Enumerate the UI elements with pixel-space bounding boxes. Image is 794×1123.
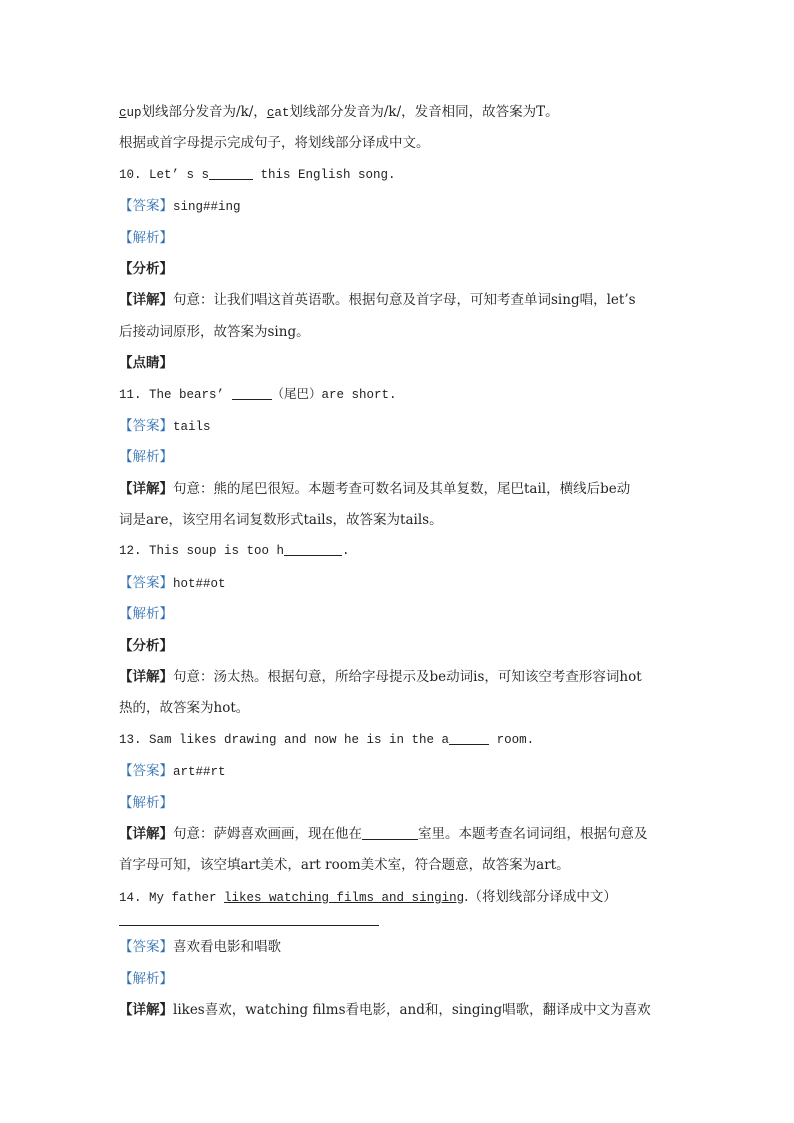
analysis-tag: 【分析】 [119,637,173,654]
analysis-tag: 【分析】 [119,260,173,277]
question-13 [119,725,679,756]
answer-blank [284,541,342,556]
explanation-tag: 【解析】 [119,229,173,246]
underlined-letter: c [119,106,127,120]
answer-blank [362,825,418,840]
note-tag: 【点睛】 [119,355,173,372]
question-12 [119,536,679,567]
detail-tag: 【详解】 [119,1001,173,1018]
explanation-tag: 【解析】 [119,606,173,623]
document-page [119,97,679,1026]
question-text: 10. Let’ s s [119,167,210,182]
answer-tag: 【答案】 [119,198,173,215]
answer-tag: 【答案】 [119,939,173,956]
answer-tag: 【答案】 [119,763,173,780]
answer-value: hot##ot [173,576,226,591]
answer-line [119,756,679,787]
detail-text: 首字母可知，该空填art美术，art room美术室，符合题意，故答案为art。 [119,857,570,874]
detail-tag: 【详解】 [119,825,173,842]
question-14 [119,882,679,913]
detail-text: 句意：萨姆喜欢画画，现在他在 [173,825,362,842]
detail-text: 句意：熊的尾巴很短。本题考查可数名词及其单复数，尾巴tail，横线后be动 [173,480,631,497]
text-fragment: 划线部分发音为/k/， [141,104,267,120]
underlined-phrase: likes watching films and singing [224,890,465,905]
detail-text: 词是are，该空用名词复数形式tails，故答案为tails。 [119,512,443,529]
question-11 [119,380,679,411]
answer-value: sing##ing [173,200,241,215]
answer-value: 喜欢看电影和唱歌 [173,939,281,956]
detail-text: likes喜欢，watching films看电影，and和，singing唱歌，翻译成中文为喜欢 [173,1001,651,1018]
text-fragment: at [274,106,290,120]
question-text: this English song. [253,167,396,182]
section-instruction: 根据或首字母提示完成句子，将划线部分译成中文。 [119,135,430,152]
explanation-tag: 【解析】 [119,970,173,987]
answer-tag: 【答案】 [119,574,173,591]
question-text: 14. My father [119,890,225,905]
answer-value: tails [173,419,211,434]
explanation-tag: 【解析】 [119,794,173,811]
answer-line [119,191,679,222]
detail-text: 室里。本题考查名词词组，根据句意及 [418,825,648,842]
answer-rule [119,925,379,926]
detail-text: 句意：让我们唱这首英语歌。根据句意及首字母，可知考查单词sing唱，let’s [173,292,636,309]
detail-line [119,474,679,505]
answer-tag: 【答案】 [119,417,173,434]
answer-blank [449,730,489,745]
question-text: （尾巴）are short. [271,387,397,402]
detail-line [119,995,679,1026]
detail-line [119,819,679,850]
detail-text: 句意：汤太热。根据句意，所给字母提示及be动词is，可知该空考查形容词hot [173,669,642,686]
text-fragment: 划线部分发音为/k/，发音相同，故答案为T。 [289,104,559,120]
explanation-tag: 【解析】 [119,449,173,466]
answer-value: art##rt [173,765,226,780]
question-10 [119,160,679,191]
detail-text: 后接动词原形，故答案为sing。 [119,323,310,340]
answer-line [119,411,679,442]
text-fragment: up [126,106,142,120]
text-line [119,97,679,128]
question-text: room. [489,732,535,747]
detail-line [119,285,679,316]
underlined-letter: c [266,106,275,120]
answer-line [119,568,679,599]
detail-tag: 【详解】 [119,480,173,497]
question-text: 12. This soup is too h [119,544,285,559]
detail-tag: 【详解】 [119,669,173,686]
detail-line [119,662,679,693]
detail-text: 热的，故答案为hot。 [119,700,250,717]
question-text: 11. The bears’ [119,387,232,402]
answer-blank [209,165,253,180]
answer-blank [232,385,272,400]
answer-line [119,932,679,963]
detail-tag: 【详解】 [119,292,173,309]
question-text: .（将划线部分译成中文） [464,888,617,905]
question-text: 13. Sam likes drawing and now he is in the a [119,732,450,747]
question-text: . [342,544,350,559]
